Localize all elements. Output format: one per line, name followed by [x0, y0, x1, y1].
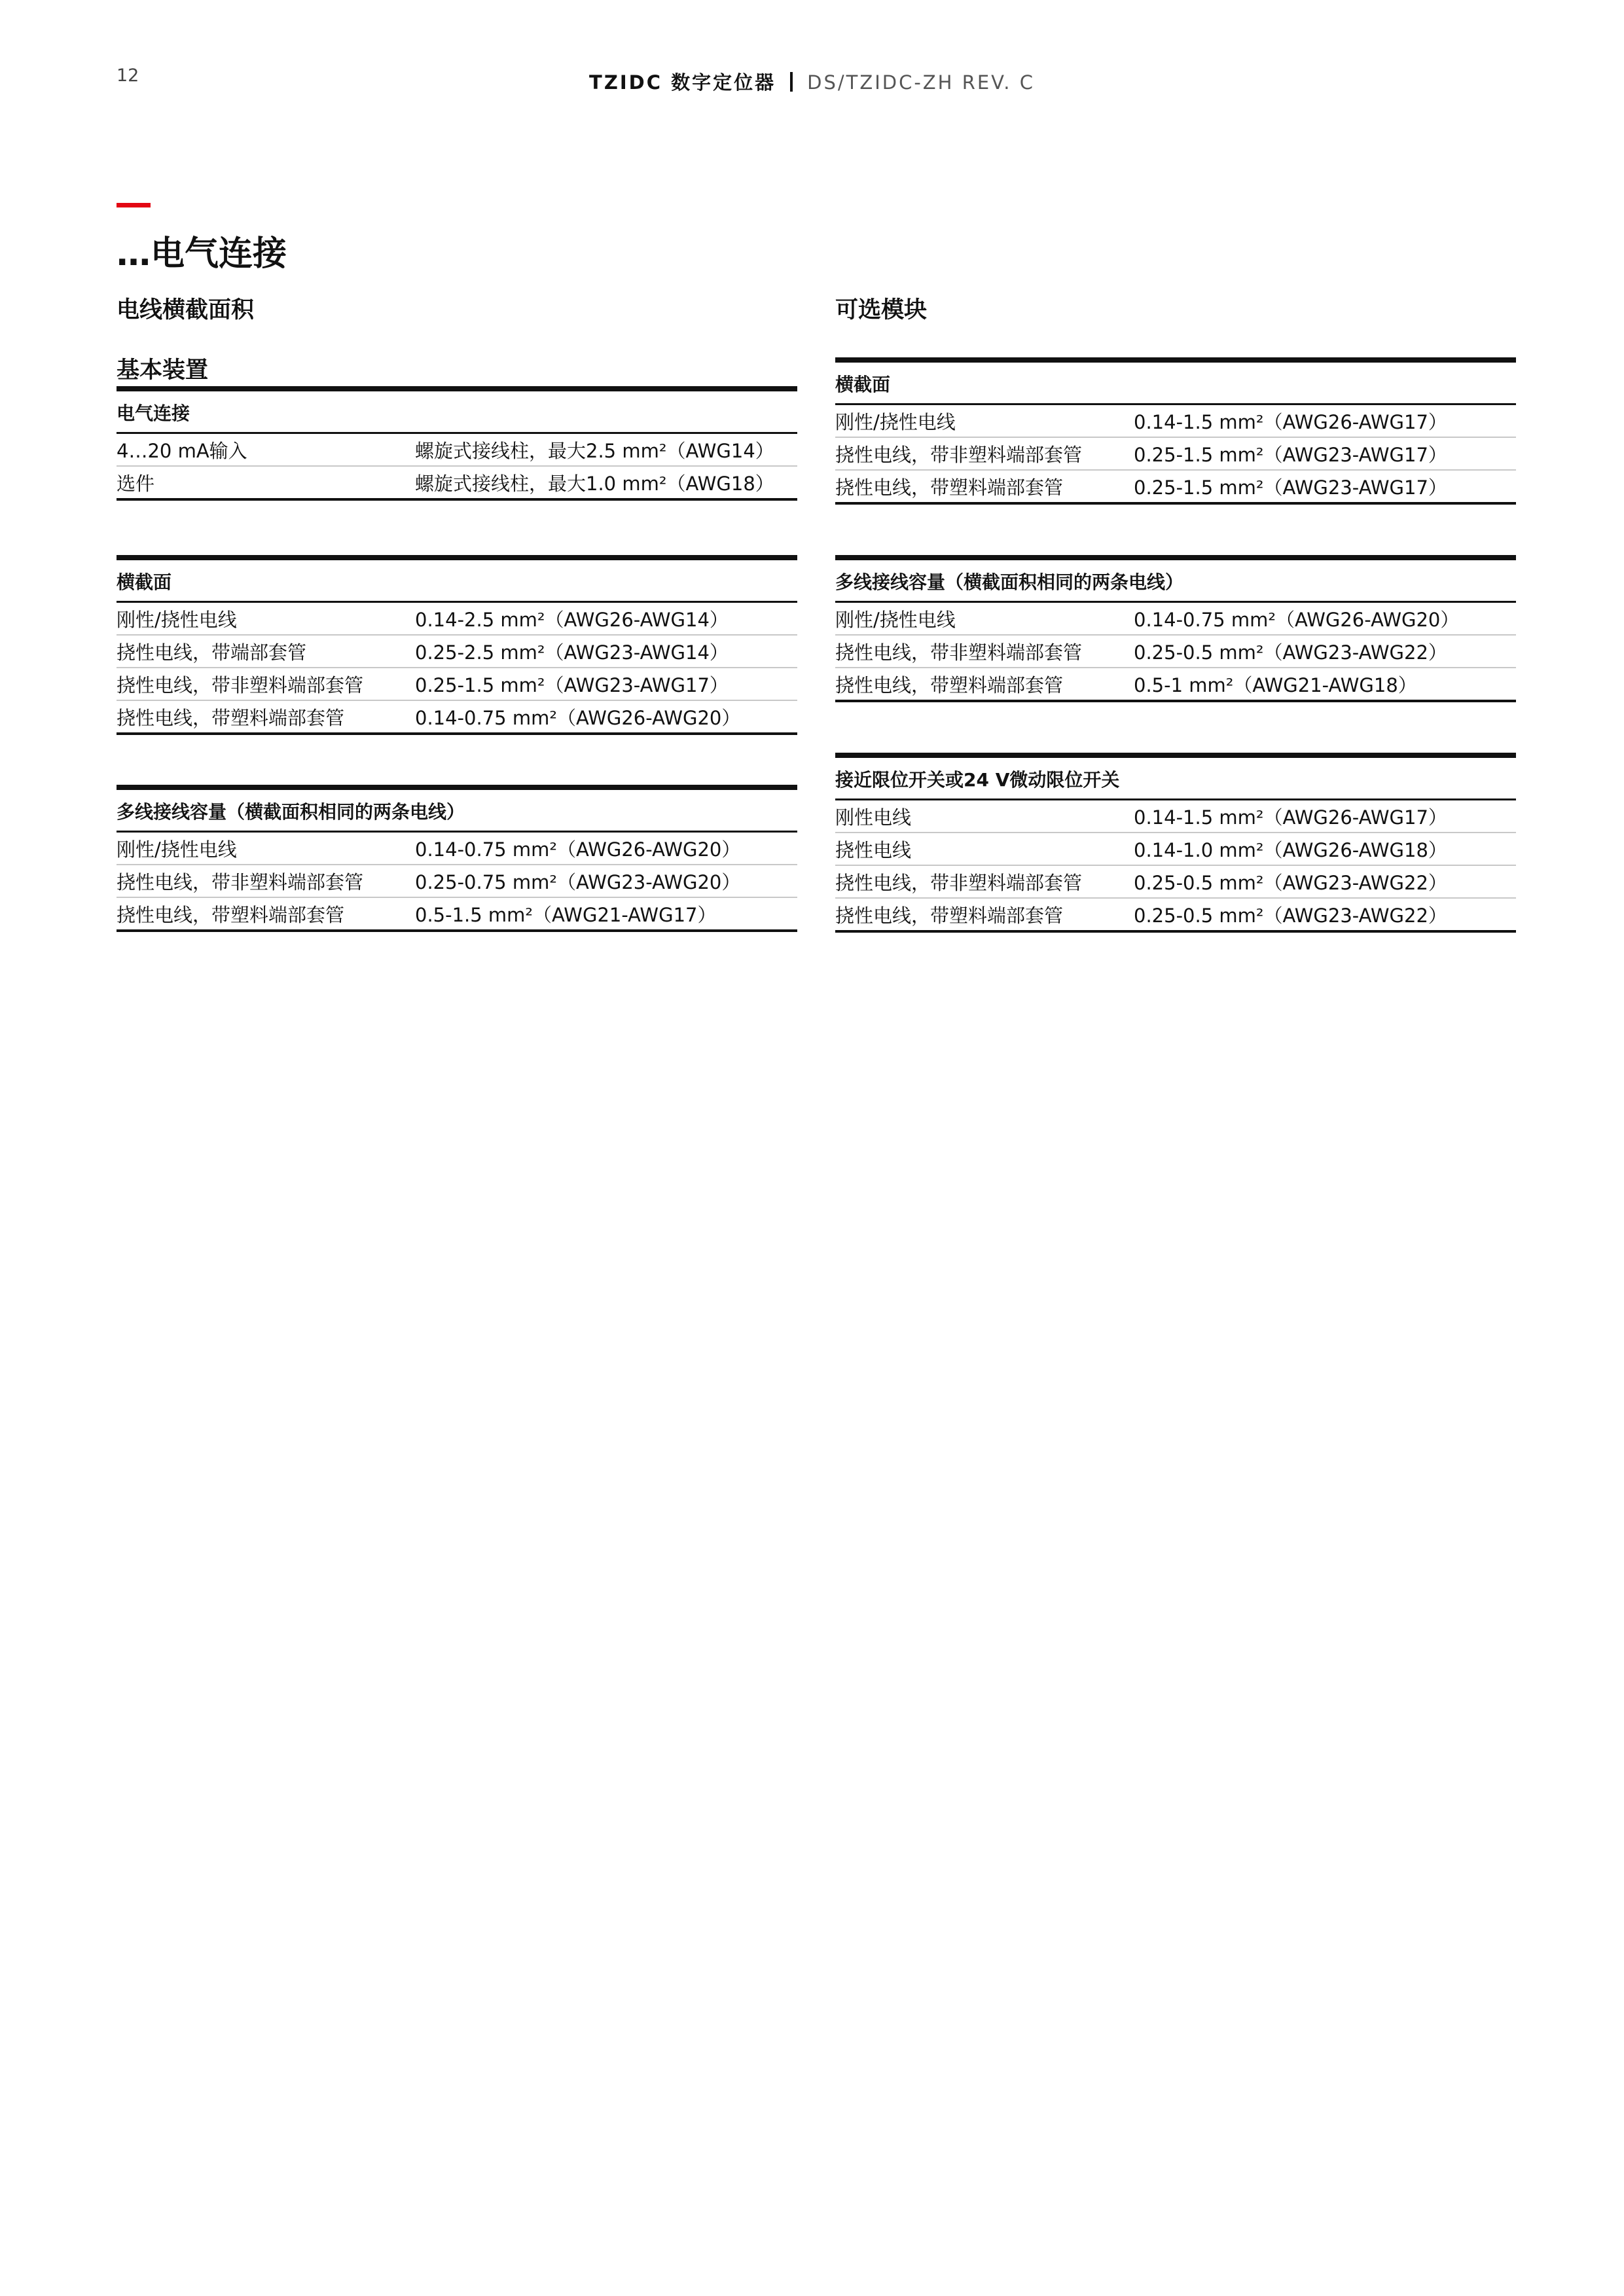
row-value: 0.14-1.0 mm²（AWG26-AWG18）: [1134, 838, 1447, 861]
left-subheading: 基本装置: [117, 357, 209, 384]
table-row: [117, 701, 797, 735]
table-title: 多线接线容量（横截面积相同的两条电线）: [835, 555, 1516, 603]
row-value: 0.14-0.75 mm²（AWG26-AWG20）: [415, 706, 741, 729]
row-label: 挠性电线，带塑料端部套管: [117, 706, 345, 729]
row-value: 0.5-1 mm²（AWG21-AWG18）: [1134, 673, 1417, 696]
row-value: 0.14-0.75 mm²（AWG26-AWG20）: [415, 838, 741, 861]
row-label: 挠性电线，带非塑料端部套管: [835, 641, 1083, 664]
row-label: 刚性电线: [835, 806, 912, 829]
row-value: 螺旋式接线柱，最大1.0 mm²（AWG18）: [415, 472, 774, 495]
table-limit-switch: [835, 753, 1516, 933]
row-value: 0.25-1.5 mm²（AWG23-AWG17）: [1134, 476, 1447, 499]
table-optional-cross-section: [835, 357, 1516, 505]
row-label: 刚性/挠性电线: [835, 608, 956, 631]
table-row: [835, 636, 1516, 668]
header-brand: TZIDC 数字定位器: [589, 71, 776, 94]
row-label: 挠性电线: [835, 838, 912, 861]
table-row: [117, 668, 797, 701]
row-value: 0.25-0.75 mm²（AWG23-AWG20）: [415, 870, 741, 893]
row-value: 0.25-0.5 mm²（AWG23-AWG22）: [1134, 871, 1447, 894]
row-value: 0.25-0.5 mm²（AWG23-AWG22）: [1134, 641, 1447, 664]
row-label: 4…20 mA输入: [117, 439, 247, 462]
right-heading: 可选模块: [835, 297, 928, 323]
table-row: [117, 636, 797, 668]
row-label: 挠性电线，带非塑料端部套管: [835, 871, 1083, 894]
table-row: [117, 434, 797, 467]
table-multi-wire-capacity: [117, 785, 797, 932]
row-label: 刚性/挠性电线: [117, 838, 237, 861]
page-number: 12: [117, 65, 139, 86]
row-value: 0.25-2.5 mm²（AWG23-AWG14）: [415, 641, 729, 664]
accent-bar: [117, 203, 151, 207]
row-value: 0.25-1.5 mm²（AWG23-AWG17）: [1134, 443, 1447, 466]
table-electrical-connection: [117, 386, 797, 501]
row-label: 挠性电线，带非塑料端部套管: [117, 870, 364, 893]
row-value: 0.14-1.5 mm²（AWG26-AWG17）: [1134, 410, 1447, 433]
table-row: [835, 800, 1516, 833]
row-value: 0.5-1.5 mm²（AWG21-AWG17）: [415, 903, 717, 926]
header-divider: [790, 72, 793, 92]
header-doc-id: DS/TZIDC-ZH REV. C: [807, 71, 1035, 94]
row-label: 挠性电线，带塑料端部套管: [835, 476, 1064, 499]
row-value: 0.14-1.5 mm²（AWG26-AWG17）: [1134, 806, 1447, 829]
running-header: [0, 68, 1624, 95]
table-title: 接近限位开关或24 V微动限位开关: [835, 753, 1516, 800]
table-row: [117, 865, 797, 898]
table-row: [117, 467, 797, 501]
row-label: 挠性电线，带非塑料端部套管: [835, 443, 1083, 466]
row-label: 挠性电线，带端部套管: [117, 641, 307, 664]
table-row: [117, 898, 797, 932]
table-cross-section: [117, 555, 797, 735]
row-value: 0.25-1.5 mm²（AWG23-AWG17）: [415, 673, 729, 696]
row-label: 选件: [117, 472, 155, 495]
table-row: [835, 471, 1516, 505]
row-value: 0.14-2.5 mm²（AWG26-AWG14）: [415, 608, 729, 631]
row-label: 挠性电线，带塑料端部套管: [835, 904, 1064, 927]
table-row: [835, 405, 1516, 438]
left-heading: 电线横截面积: [117, 297, 255, 323]
table-row: [835, 438, 1516, 471]
table-row: [117, 603, 797, 636]
row-label: 挠性电线，带塑料端部套管: [117, 903, 345, 926]
table-title: 横截面: [835, 357, 1516, 405]
table-row: [117, 833, 797, 865]
row-label: 刚性/挠性电线: [117, 608, 237, 631]
row-value: 螺旋式接线柱，最大2.5 mm²（AWG14）: [415, 439, 774, 462]
table-title: 电气连接: [117, 386, 797, 434]
table-title: 多线接线容量（横截面积相同的两条电线）: [117, 785, 797, 833]
table-optional-multi-wire-capacity: [835, 555, 1516, 702]
table-title: 横截面: [117, 555, 797, 603]
row-value: 0.14-0.75 mm²（AWG26-AWG20）: [1134, 608, 1460, 631]
row-label: 挠性电线，带塑料端部套管: [835, 673, 1064, 696]
table-row: [835, 833, 1516, 866]
table-row: [835, 603, 1516, 636]
row-label: 刚性/挠性电线: [835, 410, 956, 433]
table-row: [835, 668, 1516, 702]
table-row: [835, 899, 1516, 933]
row-label: 挠性电线，带非塑料端部套管: [117, 673, 364, 696]
table-row: [835, 866, 1516, 899]
section-title: …电气连接: [117, 234, 287, 274]
row-value: 0.25-0.5 mm²（AWG23-AWG22）: [1134, 904, 1447, 927]
